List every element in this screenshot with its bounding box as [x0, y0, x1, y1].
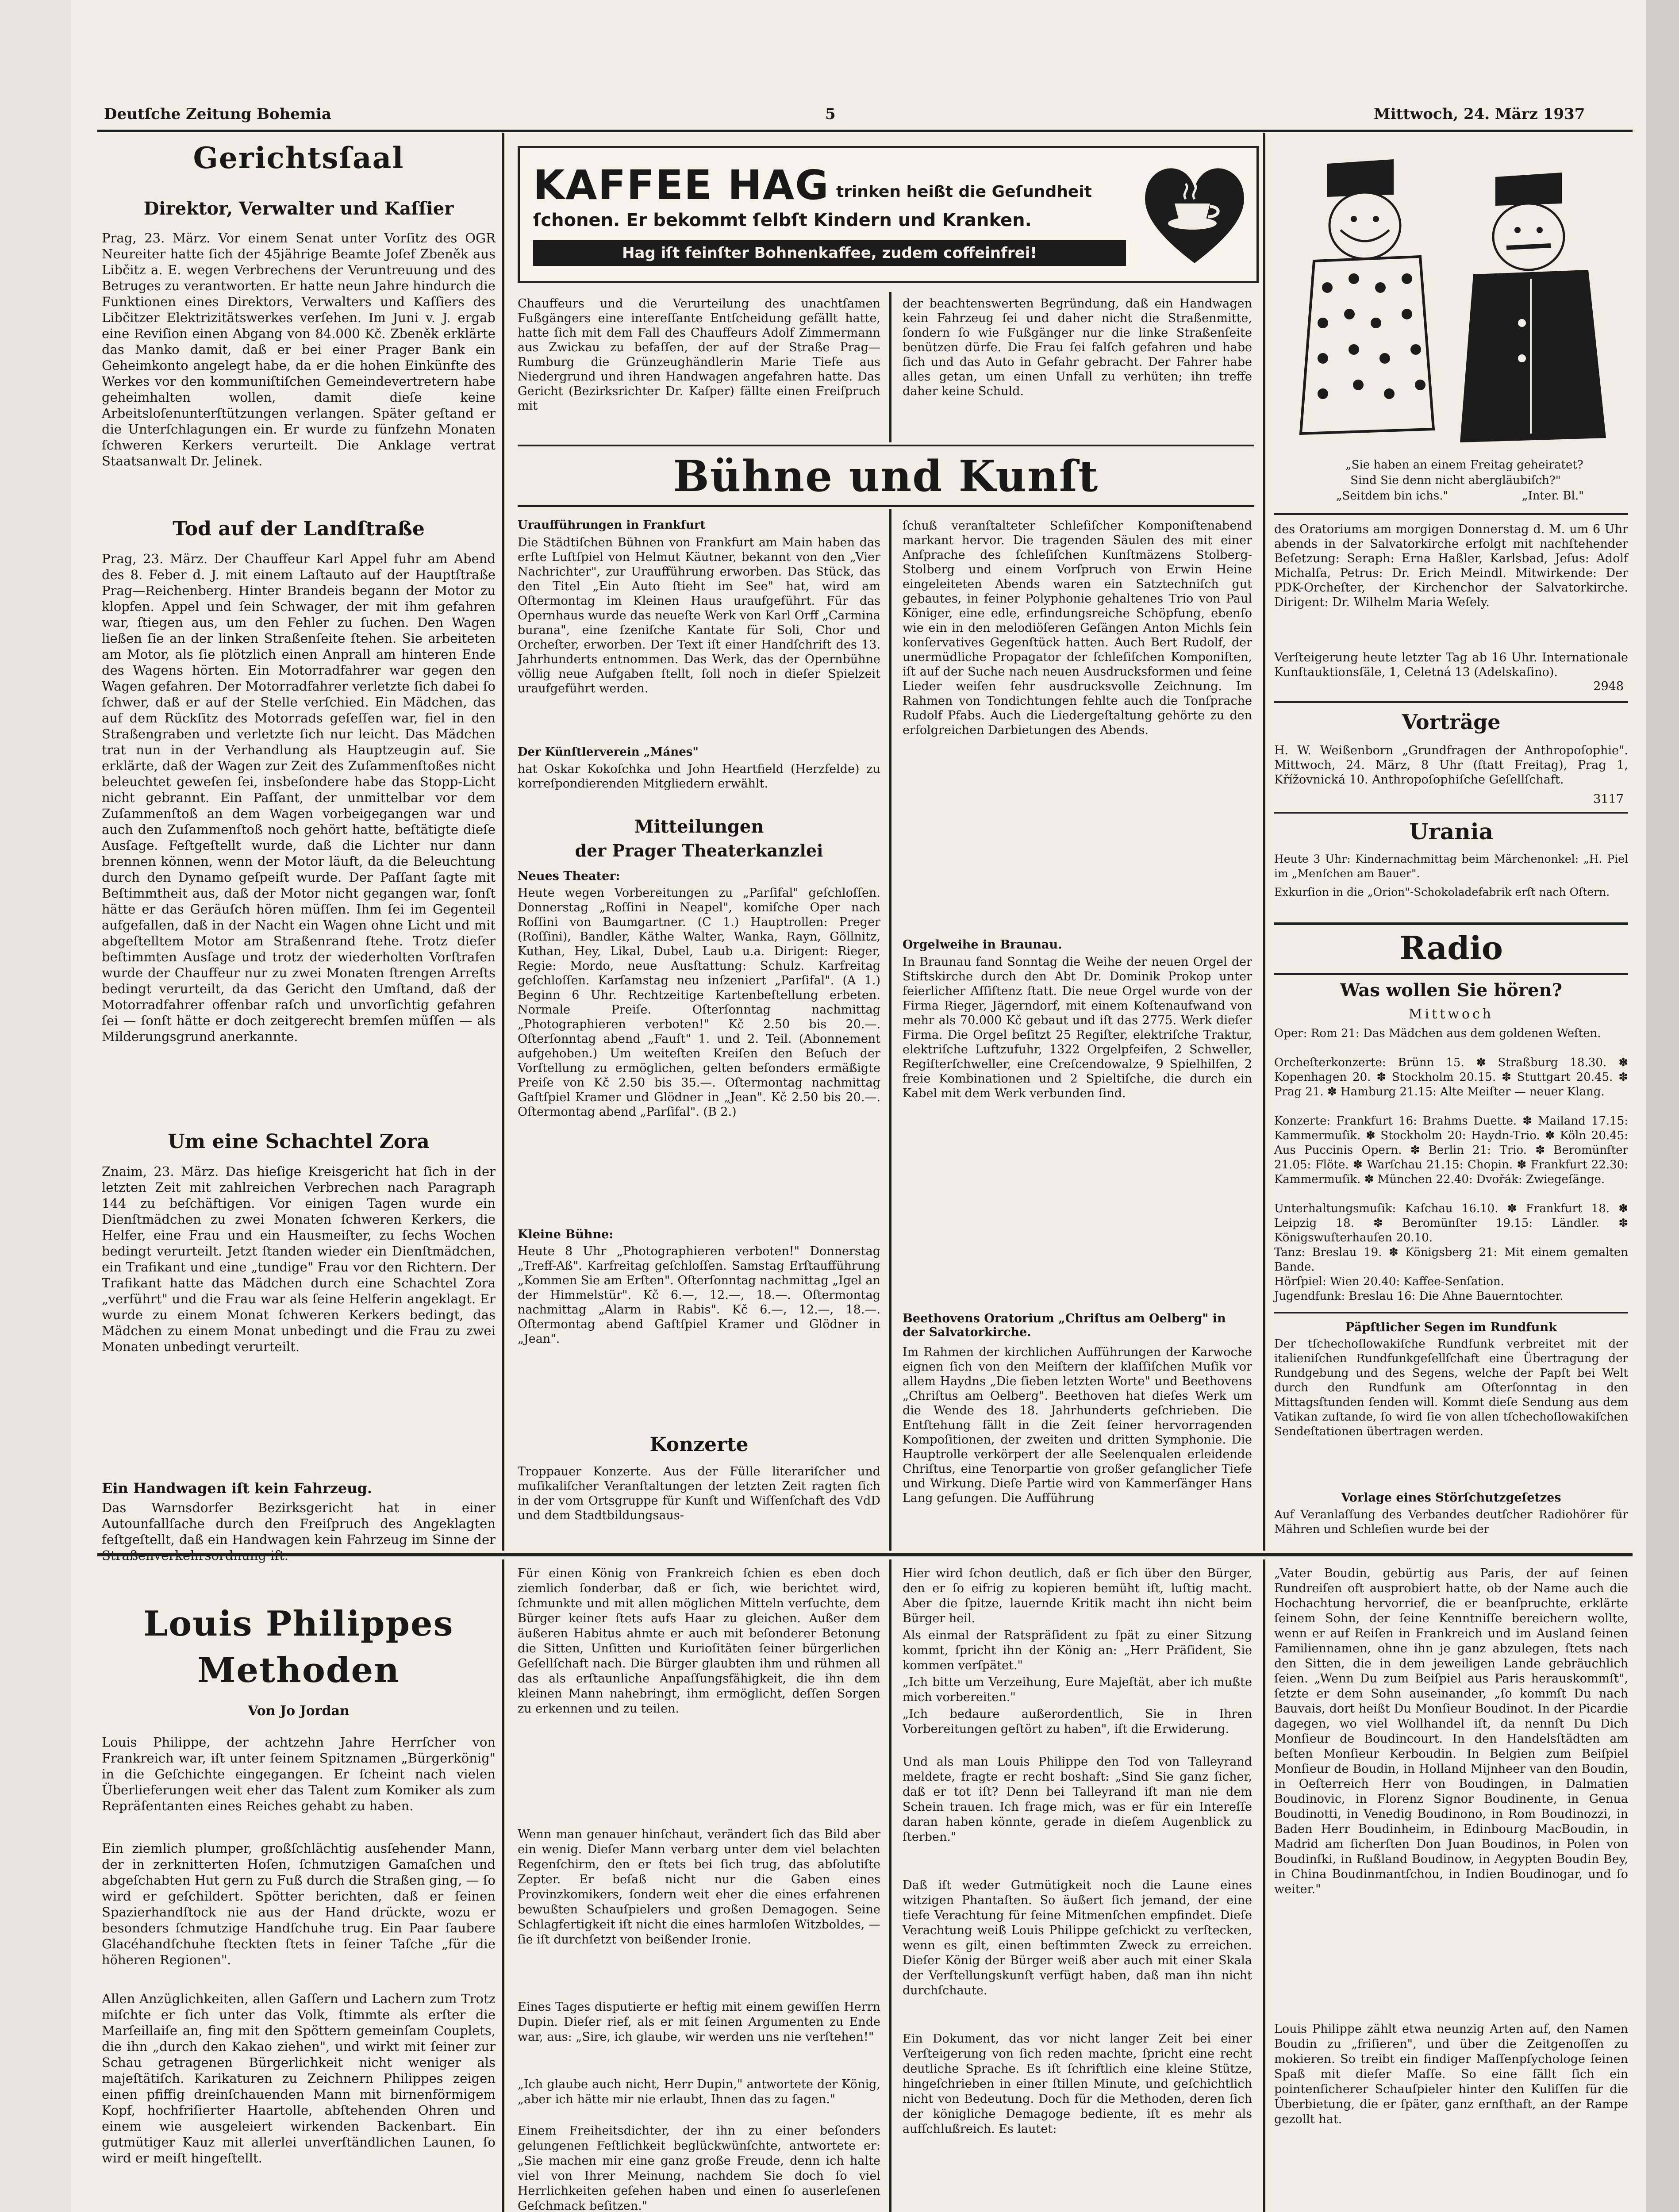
ad-title: KAFFEE HAG — [533, 161, 830, 209]
radio-jugendfunk: Jugendfunk: Breslau 16: Die Ahne Bauerntochter. — [1274, 1290, 1564, 1303]
feuilleton-p8: Einem Freiheitsdichter, der ihn zu einer beſonders gelungenen Feſtlichkeit beglückwünſchte, antwortete er: „Sie machen mir eine ganz große Freude, denn ich halte viel von Ihrer Meinung, nachdem Sie doch ſo viel Herrlichkeiten geſehen haben und einen ſo auserleſenen Geſchmack beſitzen." — [518, 2124, 880, 2212]
issue-date: Mittwoch, 24. März 1937 — [1374, 105, 1585, 123]
section-rule — [1274, 513, 1628, 515]
article-segen: Der tſchechoſlowakiſche Rundfunk verbreitet mit der italieniſchen Rundfunkgeſellſchaft eine Übertragung der Rundgebung und des Segens, welche der Papſt bei Welt durch den Rundfunk am Oſterſonntag in den Mittagsſtunden ſenden will. Kommt dieſe Sendung aus dem Vatikan zuſtande, ſo wird ſie von allen tſchechoſlowakiſchen Sendeſtationen übertragen werden. — [1274, 1337, 1628, 1438]
cartoon-drawing-icon — [1274, 146, 1628, 451]
ad-bar: Hag iſt feinſter Bohnenkaffee, zudem coffeinfrei! — [533, 240, 1126, 266]
notice-number-1: 2948 — [1593, 680, 1624, 693]
page-number: 5 — [825, 105, 836, 123]
radio-unterhaltung: Unterhaltungsmuſik: Kaſchau 16.10. ✽ Frankfurt 18. ✽ Leipzig 18. ✽ Beromünſter 19.15: Ländler. ✽ Königswuſterhauſen 20.10. — [1274, 1202, 1628, 1244]
section-rule — [1274, 701, 1628, 703]
feuilleton-author: Von Jo Jordan — [248, 1703, 350, 1719]
cartoon-caption-3: „Seitdem bin ichs." — [1336, 489, 1448, 503]
feuilleton-p10: Als einmal der Ratspräſident zu ſpät zu einer Sitzung kommt, ſpricht ihn der König an: „Herr Präſident, Sie kommen verſpätet." — [903, 1628, 1252, 1672]
column-rule — [889, 509, 891, 1551]
newspaper-page — [71, 0, 1646, 2212]
section-rule — [1274, 812, 1628, 814]
headline-orgelweihe: Orgelweihe in Braunau. — [903, 938, 1062, 952]
radio-hoerspiel: Hörſpiel: Wien 20.40: Kaffee-Senſation. — [1274, 1275, 1504, 1288]
headline-handwagen: Ein Handwagen iſt kein Fahrzeug. — [102, 1480, 373, 1497]
article-stoerschutz: Auf Veranlaſſung des Verbandes deutſcher Radiohörer für Mähren und Schleſien wurde bei der — [1274, 1508, 1628, 1536]
radio-title: Radio — [1399, 929, 1503, 967]
feuilleton-p12: „Ich bedaure außerordentlich, Sie in Ihren Vorbereitungen geſtört zu haben", iſt die Erwiderung. — [903, 1707, 1252, 1736]
cartoon-credit: „Inter. Bl." — [1522, 489, 1584, 503]
urania-today: Heute 3 Uhr: Kindernachmittag beim Märchenonkel: „H. Piel im „Menſchen am Bauer". — [1274, 853, 1628, 880]
headline-zora: Um eine Schachtel Zora — [168, 1130, 430, 1153]
headline-segen: Päpſtlicher Segen im Rundfunk — [1345, 1321, 1557, 1334]
kaffee-hag-ad — [518, 146, 1259, 283]
feuilleton-title-1: Louis Philippes — [143, 1604, 454, 1644]
headline-manes: Der Künſtlerverein „Mánes" — [518, 745, 699, 759]
column-rule — [1263, 1559, 1265, 2212]
urania-exkursion: Exkurſion in die „Orion"-Schokoladefabrik erſt nach Oſtern. — [1274, 886, 1610, 899]
column-rule — [889, 1559, 891, 2212]
cartoon-caption-2: Sind Sie denn nicht abergläubiſch?" — [1350, 474, 1561, 487]
section-rule — [1274, 922, 1628, 925]
feuilleton-title-2: Methoden — [197, 1650, 400, 1690]
feuilleton-p16: „Vater Boudin, gebürtig aus Paris, der auf ſeinen Rundreiſen oft ausprobiert hatte, ob der Name auch die Hochachtung hervorrief, die er beanſpruchte, erklärte ſeinem Sohn, der ſeine Kenntniſſe bereichern wollte, wenn er auf Reiſen in Frankreich und im Ausland ſeinen Familiennamen, ohne ihn je ganz abzulegen, ſtets nach den Sitten, die in dem jeweiligen Lande gebräuchlich ſeien. „Wenn Du zum Beiſpiel aus Paris herauskommſt", ſetzte er dem Sohn auseinander, „ſo kommſt Du nach Bauvais, dort heißt Du Monſieur Boudinot. In der Picardie dagegen, wo viel Wollhandel iſt, da nennſt Du Dich Monſieur de Boudincourt. In den Handelsſtädten am beſten Monſieur Kerboudin. In Belgien zum Beiſpiel Monſieur de Boudin, in Holland Mijnheer van den Boudin, in Oeſterreich Herr von Boudingen, in Dalmatien Boudinovic, in Florenz Signor Boudinente, in Genua Boudinotti, in Venedig Boudinono, in Rom Boudinozzi, in Baden Herr Boudinheim, in Edinbourg MacBoudin, in Madrid am ſicherſten Don Juan Boudinos, in Polen von Boudinſki, in Rußland Boudinow, in Aegypten Boudin Bey, in China Boudinmantſchou, in Indien Boudinogar, und ſo weiter." — [1274, 1567, 1628, 1896]
column-rule — [889, 292, 891, 442]
feuilleton-p11: „Ich bitte um Verzeihung, Eure Majeſtät, aber ich mußte mich vorbereiten." — [903, 1675, 1252, 1704]
feuilleton-p15: Ein Dokument, das vor nicht langer Zeit bei einer Verſteigerung von ſich reden machte, ſpricht eine recht deutliche Sprache. Es iſt ſchriftlich eine kleine Stütze, hingeſchrieben in einer ſtillen Minute, und geſchichtlich nicht von Bedeutung. Doch für die Methoden, deren ſich der königliche Demagoge bediente, iſt es mehr als aufſchlußreich. Es lautet: — [903, 2032, 1252, 2136]
feuilleton-p1: Louis Philippe, der achtzehn Jahre Herrſcher von Frankreich war, iſt unter ſeinem Spitznamen „Bürgerkönig" in die Geſchichte eingegangen. Er ſcheint nach vielen Überlieferungen weit eher das Talent zum Komiker als zum Repräſentanten eines Reiches gehabt zu haben. — [102, 1735, 496, 1813]
notice-number-2: 3117 — [1593, 792, 1624, 806]
radio-oper: Oper: Rom 21: Das Mädchen aus dem goldenen Weſten. — [1274, 1027, 1601, 1040]
headline-uraufführungen: Uraufführungen in Frankfurt — [518, 518, 706, 532]
headline-stoerschutz: Vorlage eines Störſchutzgeſetzes — [1341, 1491, 1561, 1505]
vortraege-title: Vorträge — [1402, 710, 1501, 734]
neues-theater-label: Neues Theater: — [518, 869, 620, 883]
header-rule — [97, 130, 1633, 132]
column-rule — [502, 1559, 504, 2212]
feuilleton-p2: Ein ziemlich plumper, großſchlächtig ausſehender Mann, der in zerknitterten Hoſen, ſchmutzigen Gamaſchen und abgeſchabten Hut gern zu Fuß durch die Straßen ging, — ſo wird er geſchildert. Spötter berichten, daß er ſeinen Spazierhandſtock nie aus der Hand drückte, wozu er besonders ſchmutzige Handſchuhe trug. Ein Paar ſaubere Glacéhandſchuhe ſteckten ſtets in ſeiner Taſche „für die höheren Regionen". — [102, 1841, 496, 1967]
urania-title: Urania — [1409, 818, 1494, 845]
kleine-buehne-label: Kleine Bühne: — [518, 1228, 614, 1241]
article-komponistenabend: ſchuß veranſtalteter Schleſiſcher Komponiſtenabend markant hervor. Die tragenden Säulen des mit einer Anſprache des ſchleſiſchen Kunſtmäzens Stolberg-Stolberg und einem Vorſpruch von Erwin Heine eingeleiteten Abends waren ein Satztechniſch gut gebautes, in feiner Polyphonie gehaltenes Trio von Paul Königer, eine edle, erfindungsreiche Schöpfung, ebenſo wie ein in den melodiöſeren Geſängen Anton Michls ſein konſervatives Gegenſtück hatten. Auch Bert Rudolf, der unermüdliche Propagator der ſchleſiſchen Komponiſten, iſt auf der Suche nach neuen Ausdrucksformen und ſeine Lieder weiſen ſehr ausdrucksvolle Zeichnung. Im Rahmen von Tondichtungen fehlte auch die Tonſprache Rudolf Pfabs. Auch die Liedergeſtaltung gehörte zu den erfolgreichen Darbietungen des Abends. — [903, 519, 1252, 737]
feuilleton-p13: Und als man Louis Philippe den Tod von Talleyrand meldete, fragte er recht boshaft: „Sind Sie ganz ſicher, daß er tot iſt? Denn bei Talleyrand iſt man nie dem Schein trauen. Ich frage mich, was er für ein Intereſſe daran haben könnte, gerade in dieſem Augenblick zu ſterben." — [903, 1755, 1252, 1844]
feuilleton-p6: Eines Tages disputierte er heftig mit einem gewiſſen Herrn Dupin. Dieſer rief, als er mit ſeinen Argumenten zu Ende war, aus: „Sire, ich glaube, wir werden uns nie verſtehen!" — [518, 2000, 880, 2044]
article-beethoven-continued: des Oratoriums am morgigen Donnerstag d. M. um 6 Uhr abends in der Salvatorkirche erfolgt mit nachſtehender Beſetzung: Seraph: Erna Haßler, Karlsbad, Jeſus: Adolf Michalſa, Petrus: Dr. Erich Meindl. Mitwirkende: Der PDK-Orcheſter, der Kirchenchor der Salvatorkirche. Dirigent: Dr. Wilhelm Maria Weſely. — [1274, 522, 1628, 609]
feuilleton-p5: Wenn man genauer hinſchaut, verändert ſich das Bild aber ein wenig. Dieſer Mann verbarg unter dem viel belachten Regenſchirm, den er ſtets bei ſich trug, das abſolutiſte Zepter. Er beſaß nicht nur die Gaben eines Provinzkomikers, ſondern weit eher die eines erfahrenen bewußten Schauſpielers und großen Demagogen. Seine Schlagfertigkeit iſt nicht die eines harmloſen Witzboldes, — ſie iſt durchſetzt von beißender Ironie. — [518, 1828, 880, 1947]
radio-konzerte: Konzerte: Frankfurt 16: Brahms Duette. ✽ Mailand 17.15: Kammermuſik. ✽ Stockholm 20: Haydn-Trio. ✽ Köln 20.45: Aus Puccinis Opern. ✽ Berlin 21: Trio. ✽ Beromünſter 21.05: Flöte. ✽ Warſchau 21.15: Chopin. ✽ Frankfurt 22.30: Kammermuſik. ✽ München 22.40: Dvořák: Zwiegeſänge. — [1274, 1114, 1628, 1186]
radio-orchesterkonzerte: Orcheſterkonzerte: Brünn 15. ✽ Straßburg 18.30. ✽ Kopenhagen 20. ✽ Stockholm 20.15. ✽ Stuttgart 20.45. ✽ Prag 21. ✽ Hamburg 21.15: Alte Meiſter — neuer Klang. — [1274, 1056, 1628, 1098]
cartoon — [1274, 146, 1628, 509]
mitteilungen-subtitle: der Prager Theaterkanzlei — [575, 841, 823, 860]
kleine-buehne-program: Heute 8 Uhr „Photographieren verboten!" Donnerstag „Treff-Aß". Karfreitag geſchloſſen. Samstag Erſtaufführung „Kommen Sie am Erſten". Oſterſonntag nachmittag „Igel an der Himmelstür". Kč 6.—, 12.—, 18.—. Oſtermontag nachmittag „Alarm in Rabis". Kč 6.—, 12.—, 18.—. Oſtermontag abend Gaſtſpiel Kramer und Glödner in „Jean". — [518, 1244, 880, 1346]
section-rule — [518, 445, 1254, 446]
neues-theater-program: Heute wegen Vorbereitungen zu „Parſifal" geſchloſſen. Donnerstag „Roſſini in Neapel", komiſche Oper nach Roſſini von Baumgartner. (C 1.) Hauptrollen: Preger (Roſſini), Bandler, Käthe Walter, Wanka, Rayn, Göllnitz, Kuthan, Hey, Likal, Dubel, Laub u.a. Dirigent: Rieger, Regie: Mordo, neue Ausſtattung: Schulz. Karfreitag geſchloſſen. Karſamstag neu inſzeniert „Parſifal". (A 1.) Beginn 6 Uhr. Rechtzeitige Kartenbeſtellung erbeten. Normale Preiſe. Oſterſonntag nachmittag „Photographieren verboten!" Kč 2.50 bis 20.—. Oſterſonntag abend „Fauſt" 1. und 2. Teil. (Abonnement aufgehoben.) Um weiteſten Kreiſen den Beſuch der Vorſtellung zu ermöglichen, gelten beſonders ermäßigte Preiſe von Kč 2.50 bis 35.—. Oſtermontag nachmittag Gaſtſpiel Kramer und Glödner in „Jean". Kč 2.50 bis 20.—. Oſtermontag abend „Parſifal". (B 2.) — [518, 886, 880, 1119]
column-rule — [1263, 133, 1265, 1551]
article-direktor: Prag, 23. März. Vor einem Senat unter Vorſitz des OGR Neureiter hatte ſich der 45jährige Beamte Joſef Zbeněk aus Libčitz a. E. wegen Verbrechens der Veruntreuung und des Betruges zu verantworten. Er hatte neun Jahre hindurch die Funktionen eines Direktors, Verwalters und Kaſſiers des Libčitzer Elektrizitätswerkes verſehen. Im Juni v. J. ergab eine Reviſion einen Abgang von 84.000 Kč. Zbeněk erklärte das Manko damit, daß er bei einer Prager Bank ein Geheimkonto angelegt habe, da er die hohen Einkünfte des Werkes vor den kommuniſtiſchen Gemeindevertretern habe geheimhalten wollen, damit dieſe keine Arbeitsloſenunterſtützungen verlangen. Später geſtand er die Unterſchlagungen ein. Er wurde zu fünfzehn Monaten ſchweren Kerkers verurteilt. Die Anklage vertrat Staatsanwalt Dr. Jelinek. — [102, 230, 496, 469]
section-rule — [1274, 973, 1628, 975]
section-rule — [518, 505, 1254, 507]
cartoon-caption-1: „Sie haben an einem Freitag geheiratet? — [1345, 458, 1583, 472]
radio-question: Was wollen Sie hören? — [1340, 980, 1563, 1001]
article-uraufführungen: Die Städtiſchen Bühnen von Frankfurt am Main haben das erſte Luſtſpiel von Helmut Käutner, bekannt von den „Vier Nachrichter", zur Uraufführung erworben. Das Stück, das den Titel „Ein Auto ſtieht im See" hat, wird am Oſtermontag im Kleinen Haus uraufgeführt. Für das Opernhaus wurde das neueſte Werk von Karl Orff „Carmina burana", eine ſzeniſche Kantate für Soli, Chor und Orcheſter, erworben. Der Text iſt einer Handſchrift des 13. Jahrhunderts entnommen. Das Werk, das der Opernbühne völlig neue Aufgaben ſtellt, ſoll noch in dieſer Spielzeit uraufgeführt werden. — [518, 536, 880, 695]
vortrag-weissenborn: H. W. Weißenborn „Grundfragen der Anthropoſophie". Mittwoch, 24. März, 8 Uhr (ſtatt Freitag), Prag 1, Křížovnická 10. Anthropoſophiſche Geſellſchaft. — [1274, 744, 1628, 787]
newspaper-name: Deutſche Zeitung Bohemia — [104, 105, 331, 123]
feuilleton-p14: Daß iſt weder Gutmütigkeit noch die Laune eines witzigen Phantaſten. So äußert ſich jemand, der eine tiefe Verachtung für ſeine Mitmenſchen empfindet. Dieſe Verachtung weiß Louis Philippe geſchickt zu verſtecken, wenn es gilt, einen beſtimmten Zweck zu erreichen. Dieſer König der Bürger weiß aber auch mit einer Skala der Verſtellungskunſt verfügt haben, daß man ihn nicht durchſchaute. — [903, 1878, 1252, 1997]
headline-tod: Tod auf der Landſtraße — [173, 518, 425, 540]
heart-coffee-icon — [1139, 157, 1250, 272]
article-tod: Prag, 23. März. Der Chauffeur Karl Appel fuhr am Abend des 8. Feber d. J. mit einem Laſtauto auf der Hauptſtraße Prag—Reichenberg. Hinter Brandeis begann der Motor zu klopfen. Appel und ſein Schwager, der mit ihm gefahren war, ſtiegen aus, um den Fehler zu ſuchen. Den Wagen ließen ſie an der linken Straßenſeite ſtehen. Sie arbeiteten am Motor, als ſie plötzlich einen Anprall am hinteren Ende des Wagens hörten. Ein Motorradfahrer war gegen den Wagen gefahren. Der Motorradfahrer verletzte ſich dabei ſo ſchwer, daß er auf der Stelle verſchied. Ein Mädchen, das auf dem Rückſitz des Motorrads geſeſſen war, fiel in den Straßengraben und verletzte ſich nur leicht. Das Mädchen trat nun in der Verhandlung als Hauptzeugin auf. Sie erklärte, daß der Wagen zur Zeit des Zuſammenſtoßes nicht beleuchtet geweſen ſei, insbeſondere habe das Stopp-Licht nicht gebrannt. Ein Paſſant, der unmittelbar vor dem Zuſammenſtoß an dem Wagen vorbeigegangen war und auch den Zuſammenſtoß noch gehört hatte, beſtätigte dieſe Ausſage. Feſtgeſtellt wurde, daß die Lichter nur dann brennen können, wenn der Motor läuft, da die Beleuchtung durch den Dynamo geſpeiſt wurde. Der Paſſant ſagte mit Beſtimmtheit aus, daß der Motor nicht gegangen war, ſonſt hätte er das Geräuſch hören müſſen. Ihm ſei im Gegenteil aufgefallen, daß in der Nacht ein Wagen ohne Licht und mit abgeſtelltem Motor am Straßenrand ſtehe. Trotz dieſer beſtimmten Ausſage und trotz der wiederholten Vorſtrafen wurde der Chauffeur nur zu zwei Monaten ſtrengen Arreſts bedingt verurteilt, da das Gericht den Umſtand, daß der Motorradfahrer offenbar raſch und unvorſichtig gefahren ſei — ſonſt hätte er doch zeitgerecht bremſen müſſen — als Milderungsgrund anerkannte. — [102, 551, 496, 1044]
feuilleton-p3: Allen Anzüglichkeiten, allen Gaſſern und Lachern zum Trotz miſchte er ſich unter das Volk, ſtimmte als erſter die Marſeillaiſe an, fing mit den Spöttern gemeinſam Couplets, die ihn „durch den Kakao ziehen", und wirkt mit ſeiner zur Schau getragenen Bürgerlichkeit nicht weniger als majeſtätiſch. Karikaturen zu Zeichnern Philippes zeigen einen pfiffig dreinſchauenden Mann mit birnenförmigem Kopf, hochfriſierter Haartolle, abſtehenden Ohren und einem wie ausgeleiert wirkenden Backenbart. Ein gutmütiger Kauz mit allerlei unverſtändlichen Launen, ſo wird er meiſt hingeſtellt. — [102, 1991, 496, 2166]
feuilleton-p7: „Ich glaube auch nicht, Herr Dupin," antwortete der König, „aber ich hätte mir nie erlaubt, Ihnen das zu ſagen." — [518, 2078, 880, 2106]
buehne-title: Bühne und Kunſt — [673, 451, 1099, 501]
article-handwagen-continued-2: der beachtenswerten Begründung, daß ein Handwagen kein Fahrzeug ſei und daher nicht die Straßenmitte, ſondern ſo wie Fußgänger nur die linke Straßenſeite benützen dürfe. Die Frau ſei falſch gefahren und habe ſich und das Auto in Gefahr gebracht. Der Fahrer habe alles getan, um einen Unfall zu verhüten; ihn treffe daher keine Schuld. — [903, 297, 1252, 398]
article-troppau: Troppauer Konzerte. Aus der Fülle literariſcher und muſikaliſcher Veranſtaltungen der letzten Zeit ragten ſich in der vom Ortsgruppe für Kunſt und Wiſſenſchaft des VdD und dem Stadtbildungsaus- — [518, 1465, 880, 1522]
ad-line2: ſchonen. Er bekommt ſelbſt Kindern und Kranken. — [533, 210, 1032, 230]
section-rule — [1274, 1312, 1628, 1313]
page-divider — [97, 1553, 1633, 1556]
article-zora: Znaim, 23. März. Das hieſige Kreisgericht hat ſich in der letzten Zeit mit zahlreichen Verbrechen nach Paragraph 144 zu beſchäftigen. Vor einigen Tagen wurde ein Dienſtmädchen zu zwei Monaten ſchweren Kerkers, die Helfer, eine Frau und ein Hausmeiſter, zu ſechs Wochen bedingt verurteilt. Jetzt ſtanden wieder ein Dienſtmädchen, ein Trafikant und eine „tundige" Frau vor den Richtern. Der Trafikant hatte das Mädchen durch eine Schachtel Zora „verführt" und die Frau war als ſeine Helferin angeklagt. Er wurde zu einem Monat ſchweren Kerkers bedingt, das Mädchen zu einem Monat unbedingt und die Frau zu zwei Monaten unbedingt verurteilt. — [102, 1164, 496, 1354]
radio-tanz: Tanz: Breslau 19. ✽ Königsberg 21: Mit einem gemalten Bande. — [1274, 1246, 1628, 1274]
scan-edge — [1646, 0, 1679, 2212]
notice-versteigerung: Verſteigerung heute letzter Tag ab 16 Uhr. Internationale Kunſtauktionsſäle, 1, Celetná 13 (Adelskaſino). — [1274, 651, 1628, 679]
article-handwagen: Das Warnsdorfer Bezirksgericht hat in einer Autounfallſache durch den Freiſpruch des Angeklagten feſtgeſtellt, daß ein Handwagen kein Fahrzeug im Sinne der — [102, 1500, 496, 1547]
radio-day: Mittwoch — [1408, 1006, 1494, 1022]
feuilleton-p4: Für einen König von Frankreich ſchien es eben doch ziemlich ſonderbar, daß er ſich, wie berichtet wird, ſchmunkte und mit allen möglichen Mitteln verſuchte, dem Bürger keiner ſtets aufs Haar zu gleichen. Außer dem äußeren Habitus ahmte er auch mit beſonderer Betonung die Sitten, Unſitten und Kurioſitäten ſeiner bürgerlichen Geſellſchaft nach. Die Bürger glaubten ihm und rühmen all das als erſtaunliche Anpaſſungsfähigkeit, die ihn dem kleinen Mann nahebringt, ihm ermöglicht, deſſen Sorgen zu erkennen und zu teilen. — [518, 1567, 880, 1716]
feuilleton-p9: Hier wird ſchon deutlich, daß er ſich über den Bürger, den er ſo eifrig zu kopieren bemüht iſt, luſtig macht. Aber die ſpitze, lauernde Kritik macht ihn nicht beim Bürger heil. — [903, 1567, 1252, 1625]
headline-direktor: Direktor, Verwalter und Kaſſier — [143, 198, 454, 219]
article-beethoven: Im Rahmen der kirchlichen Aufführungen der Karwoche eignen ſich von den Meiſtern der klaſſiſchen Muſik vor allem Haydns „Die ſieben letzten Worte" und Beethovens „Chriſtus am Oelberg". Beethoven hat dieſes Werk um die Wende des 18. Jahrhunderts geſchrieben. Die Entſtehung fällt in die Zeit ſeiner hervorragenden Kompoſitionen, der zweiten und dritten Symphonie. Die Hauptrolle verkörpert der alle Seelenqualen erleidende Chriſtus, eine Tenorpartie von großer geſanglicher Tiefe und Wirkung. Dieſe Partie wird von Kammerſänger Hans Lang geſungen. Die Aufführung — [903, 1345, 1252, 1505]
column-rule — [502, 133, 504, 1551]
article-handwagen-continued-1: Chauffeurs und die Verurteilung des unachtſamen Fußgängers eine intereſſante Entſcheidung gefällt hatte, hatte ſich mit dem Fall des Chauffeurs Adolf Zimmermann aus Zwickau zu befaſſen, der auf der Straße Prag—Rumburg die Grünzeughändlerin Marie Tiefe aus Niedergrund und ihren Handwagen angefahren hatte. Das Gericht (Bezirksrichter Dr. Kaſper) fällte einen Freiſpruch mit — [518, 297, 880, 413]
headline-beethoven: Beethovens Oratorium „Chriſtus am Oelberg" in der Salvatorkirche. — [903, 1312, 1226, 1339]
ad-slogan: trinken heißt die Geſundheit — [836, 183, 1092, 201]
article-orgelweihe: In Braunau fand Sonntag die Weihe der neuen Orgel der Stiftskirche durch den Abt Dr. Dominik Prokop unter feierlicher Aſſiſtenz ſtatt. Die neue Orgel wurde von der Firma Rieger, Jägerndorf, mit einem Koſtenaufwand von mehr als 70.000 Kč gebaut und iſt das 2775. Werk dieſer Firma. Die Orgel beſitzt 25 Regiſter, elektriſche Traktur, elektriſche Luftzufuhr, 1322 Orgelpfeifen, 2 Schweller, Regiſterſchweller, eine Creſcendowalze, 9 Spielhilfen, 2 freie Kombinationen und 2 Spieltiſche, die durch ein Kabel mit dem Werk verbunden ſind. — [903, 955, 1252, 1100]
konzerte-title: Konzerte — [649, 1433, 749, 1456]
mitteilungen-title: Mitteilungen — [634, 816, 764, 837]
feuilleton-p17: Louis Philippe zählt etwa neunzig Arten auf, den Namen Boudin zu „friſieren", und über die Zeitgenoſſen zu mokieren. So treibt ein findiger Maſſenpſychologe ſeinen Spaß mit dieſer Maſſe. So eine fällt ſich ein pointenſicherer Schauſpieler hinter den Kuliſſen für die Überbietung, die er ſpäter, ganz ernſthaft, an der Rampe gezollt hat. — [1274, 2022, 1628, 2126]
article-manes: hat Oskar Kokoſchka und John Heartfield (Herzfelde) zu korreſpondierenden Mitgliedern erwählt. — [518, 762, 880, 791]
gerichtssaal-title: Gerichtsſaal — [193, 141, 404, 175]
